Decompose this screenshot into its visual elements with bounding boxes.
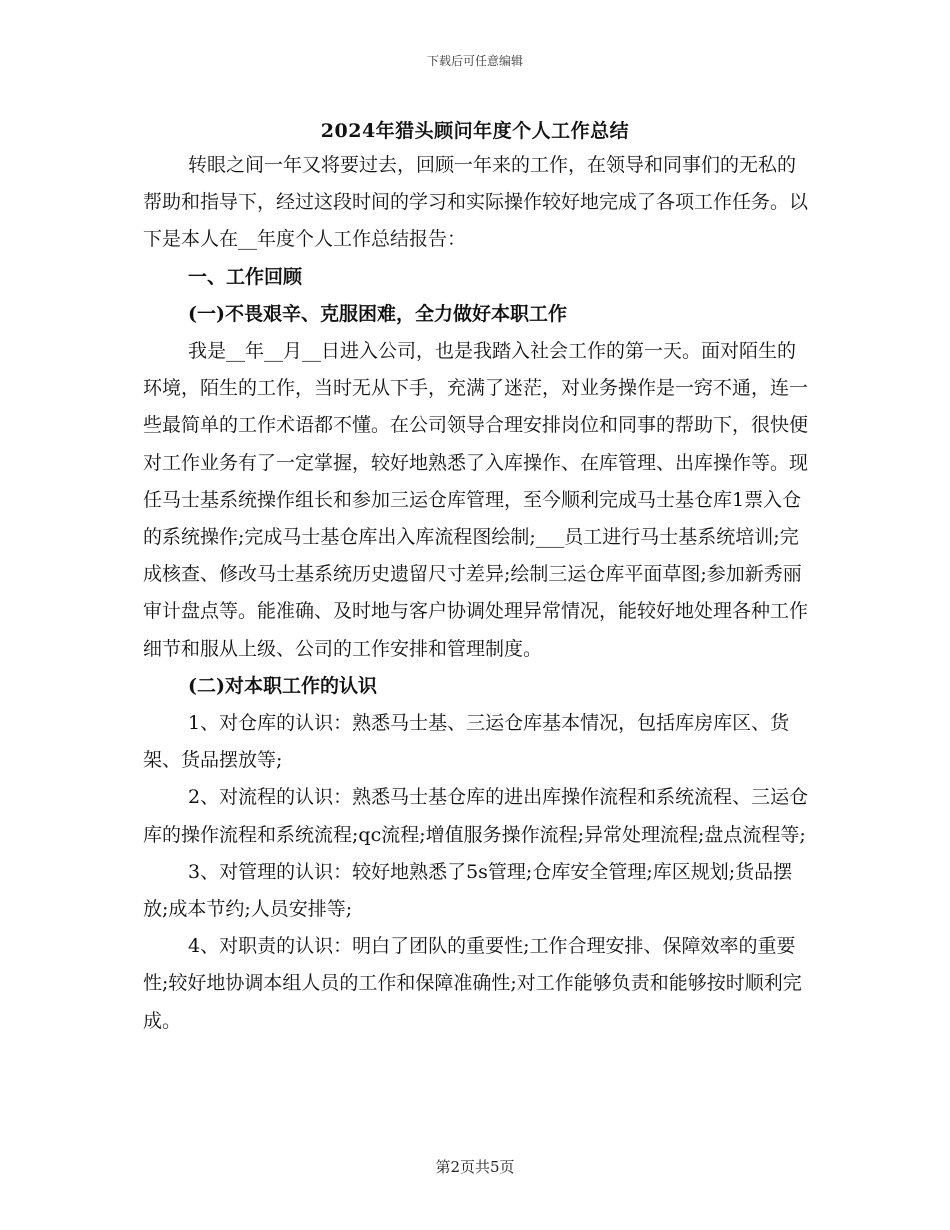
list-item: 1、对仓库的认识：熟悉马士基、三运仓库基本情况，包括库房库区、货架、货品摆放等; bbox=[143, 712, 790, 772]
document-title: 2024年猎头顾问年度个人工作总结 bbox=[320, 120, 630, 142]
page-header-note: 下载后可任意编辑 bbox=[426, 54, 523, 68]
work-review-paragraph: 我是__年__月__日进入公司，也是我踏入社会工作的第一天。面对陌生的环境，陌生的工作，当时无从下手，充满了迷茫，对业务操作是一窍不通，连一些最简单的工作术语都不懂。在公司领导合理安排岗位和同事的帮助下，很快便对工作业务有了一定掌握，较好地熟悉了入库操作、在库管理、出库操作等。现任马士基系统操作组长和参加三运仓库管理，至今顺利完成马士基仓库1票入仓的系统操作;完成马士基仓库出入库流程图绘制;___员工进行马士基系统培训;完成核查、修改马士基系统历史遗留尺寸差异;绘制三运仓库平面草图;参加新秀丽审计盘点等。能准确、及时地与客户协调处理异常情况，能较好地处理各种工作细节和服从上级、公司的工作安排和管理制度。 bbox=[143, 340, 809, 660]
list-item: 3、对管理的认识：较好地熟悉了5s管理;仓库安全管理;库区规划;货品摆放;成本节约;人员安排等; bbox=[143, 860, 793, 921]
intro-paragraph: 转眼之间一年又将要过去，回顾一年来的工作，在领导和同事们的无私的帮助和指导下，经过这段时间的学习和实际操作较好地完成了各项工作任务。以下是本人在__年度个人工作总结报告： bbox=[143, 154, 809, 251]
subsection-heading-2: (二)对本职工作的认识 bbox=[188, 674, 377, 697]
document-body bbox=[143, 147, 813, 1040]
page-number: 第2页共5页 bbox=[435, 1158, 515, 1176]
subsection-heading-1: (一)不畏艰辛、克服困难，全力做好本职工作 bbox=[188, 302, 567, 325]
list-item: 2、对流程的认识：熟悉马士基仓库的进出库操作流程和系统流程、三运仓库的操作流程和系统流程;qc流程;增值服务操作流程;异常处理流程;盘点流程等; bbox=[143, 786, 809, 846]
section-heading: 一、工作回顾 bbox=[188, 265, 303, 288]
list-item: 4、对职责的认识：明白了团队的重要性;工作合理安排、保障效率的重要性;较好地协调本组人员的工作和保障准确性;对工作能够负责和能够按时顺利完成。 bbox=[143, 935, 802, 1032]
